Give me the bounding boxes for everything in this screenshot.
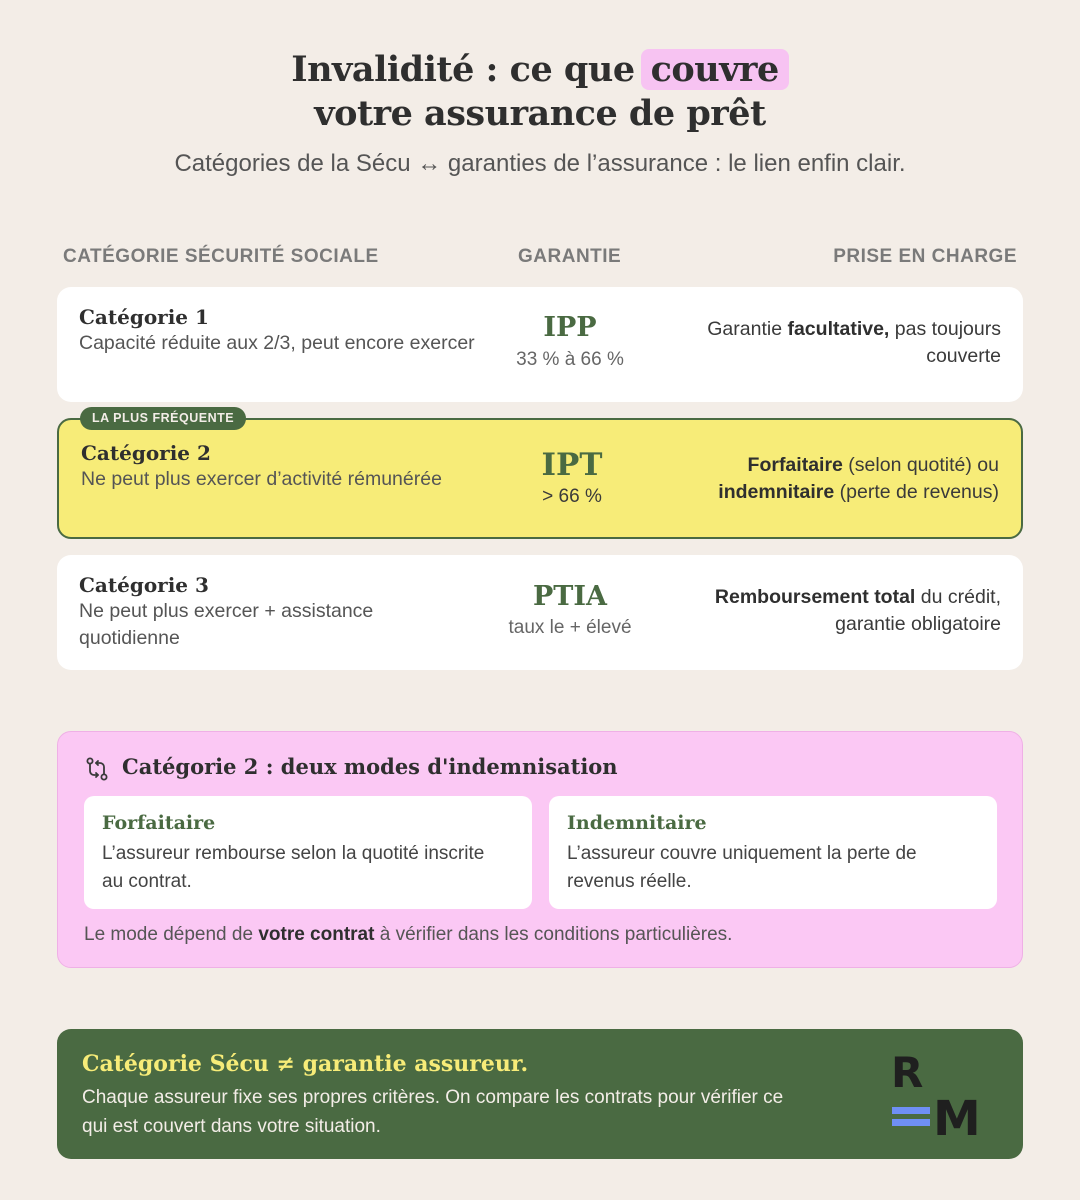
swap-arrows-icon bbox=[84, 756, 110, 787]
garantie-range: 33 % à 66 % bbox=[516, 349, 624, 370]
modes-title: Catégorie 2 : deux modes d'indemnisation bbox=[122, 754, 618, 779]
rm-logo bbox=[889, 1047, 985, 1144]
garantie-range: > 66 % bbox=[542, 486, 602, 507]
category-title: Catégorie 3 bbox=[79, 573, 209, 597]
mode-card-indemnitaire bbox=[549, 796, 997, 909]
page-subtitle: Catégories de la Sécu ↔ garanties de l’assurance : le lien enfin clair. bbox=[174, 150, 906, 177]
modes-footnote: Le mode dépend de votre contrat à vérifier dans les conditions particulières. bbox=[84, 924, 733, 945]
garantie-code: IPT bbox=[541, 447, 603, 483]
category-row-3 bbox=[57, 555, 1023, 670]
category-title: Catégorie 1 bbox=[79, 305, 209, 329]
garantie-code: PTIA bbox=[533, 581, 607, 612]
mode-title: Forfaitaire bbox=[102, 812, 216, 834]
garantie-code: IPP bbox=[543, 312, 597, 343]
mode-description: L’assureur rembourse selon la quotité inscrite au contrat. bbox=[102, 843, 485, 892]
mode-card-forfaitaire bbox=[84, 796, 532, 909]
column-header-categorie: CATÉGORIE SÉCURITÉ SOCIALE bbox=[63, 246, 379, 267]
title-highlight: couvre bbox=[641, 49, 789, 90]
category-description: Capacité réduite aux 2/3, peut encore exercer bbox=[79, 332, 475, 354]
prise-en-charge: Remboursement total du crédit, garantie obligatoire bbox=[714, 586, 1001, 635]
category-description: Ne peut plus exercer d’activité rémunérée bbox=[81, 468, 442, 490]
indemnisation-modes-panel bbox=[57, 731, 1023, 968]
prise-en-charge: Forfaitaire (selon quotité) ou indemnitaire (perte de revenus) bbox=[718, 454, 999, 503]
conclusion-title: Catégorie Sécu ≠ garantie assureur. bbox=[82, 1051, 529, 1077]
prise-en-charge: Garantie facultative, pas toujours couverte bbox=[707, 318, 1001, 367]
category-row-2 bbox=[57, 418, 1023, 539]
category-title: Catégorie 2 bbox=[81, 441, 211, 465]
column-header-prise: PRISE EN CHARGE bbox=[833, 246, 1017, 267]
most-frequent-badge: LA PLUS FRÉQUENTE bbox=[80, 407, 246, 430]
title-line2: votre assurance de prêt bbox=[314, 93, 766, 134]
page-title bbox=[0, 48, 1080, 136]
column-header-garantie: GARANTIE bbox=[518, 246, 622, 267]
conclusion-panel bbox=[57, 1029, 1023, 1159]
title-line1: Invalidité : ce que bbox=[291, 49, 635, 90]
category-description: Ne peut plus exercer + assistance quotidienne bbox=[79, 600, 374, 649]
svg-text:R: R bbox=[891, 1048, 924, 1097]
garantie-range: taux le + élevé bbox=[508, 617, 632, 638]
category-row-1 bbox=[57, 287, 1023, 402]
mode-title: Indemnitaire bbox=[567, 812, 707, 834]
mode-description: L’assureur couvre uniquement la perte de revenus réelle. bbox=[567, 843, 917, 892]
svg-text:M: M bbox=[933, 1091, 981, 1139]
conclusion-text: Chaque assureur fixe ses propres critères. On compare les contrats pour vérifier ce qui est couvert dans votre situation. bbox=[82, 1087, 784, 1137]
